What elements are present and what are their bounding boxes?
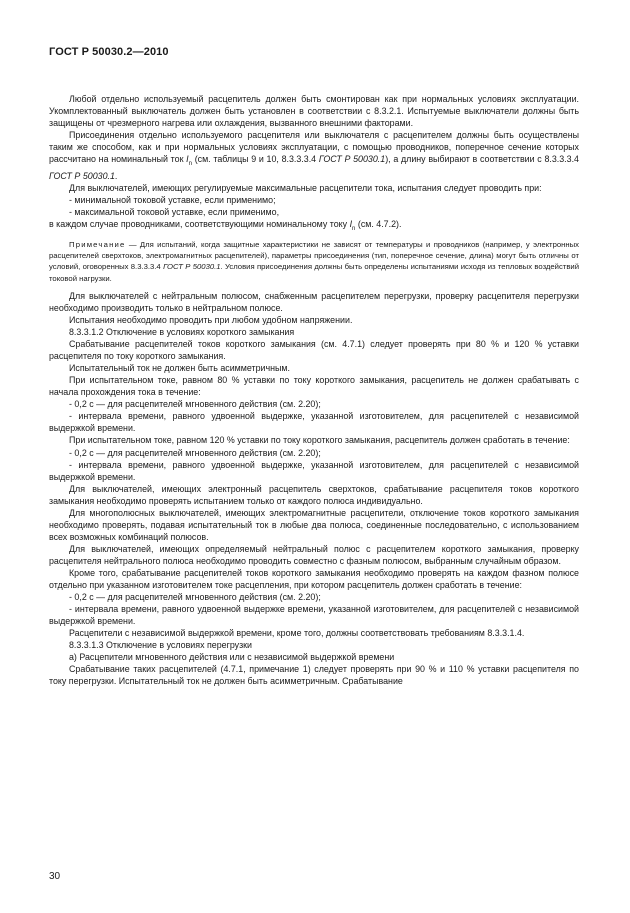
current-subscript: n <box>352 226 356 233</box>
paragraph: При испытательном токе, равном 120 % уставки по току короткого замыкания, расцепитель должен сработать в течение: <box>69 435 570 446</box>
list-item: - максимальной токовой уставке, если применимо, <box>69 207 280 218</box>
list-item: - минимальной токовой уставке, если применимо; <box>69 195 276 206</box>
current-symbol: I <box>186 154 189 165</box>
paragraph: Кроме того, срабатывание расцепителей токов короткого замыкания необходимо проверять на каждом фазном полюсе отдельно при указанном изготовителем токе расцепления, при котором расцепитель должен сработать в течение: <box>49 567 579 591</box>
list-item: - 0,2 с — для расцепителей мгновенного действия (см. 2.20); <box>69 447 321 458</box>
section-heading: 8.3.3.1.2 Отключение в условиях короткого замыкания <box>69 327 295 338</box>
note-label: Примечание <box>69 240 126 250</box>
paragraph: Для многополюсных выключателей, имеющих электромагнитные расцепители, отключение токов короткого замыкания необходимо проверять, подавая испытательный ток в любые два полюса, соединенные последовательно, с использованием всех возможных комбинаций полюсов. <box>49 507 579 542</box>
note: Примечание — Для испытаний, когда защитные характеристики не зависят от температуры и проводников (например, у электронных расцепителей сверхтоков, электромагнитных расцепителей), параметры присоединения (тип, поперечное сечение, длина) могут быть отличны от условий, оговоренных 8.3.3.3.4 ГОСТ Р 50030.1. Условия присоединения должны быть определены испытаниями исходя из тепловых воздействий токовой нагрузки. <box>49 240 580 283</box>
paragraph: Срабатывание таких расцепителей (4.7.1, примечание 1) следует проверять при 90 % и 110 % уставки расцепителя по току перегрузки. Испытательный ток не должен быть асимметричным. Срабатывание <box>49 664 579 687</box>
current-subscript: n <box>188 161 192 168</box>
paragraph: Присоединения отдельно используемого расцепителя или выключателя с расцепителем должны быть осуществлены таким же способом, как и при нормальных условиях эксплуатации, с помощью проводников, поперечное сечение которых рассчитано на номинальный ток $I_n$ (см. таблицы 9 и 10, 8.3.3.3.4 ГОСТ Р 50030.1), а длину выбирают в соответствии с 8.3.3.3.4 ГОСТ Р 50030.1. <box>49 130 579 182</box>
page-number: 30 <box>49 871 61 882</box>
paragraph: Испытательный ток не должен быть асимметричным. <box>69 363 290 374</box>
paragraph: Для выключателей, имеющих определяемый нейтральный полюс с расцепителем короткого замыкания, проверку расцепителя нейтрального полюса необходимо проводить совместно с фазным полюсом, выбранным случайным образом. <box>49 543 579 566</box>
list-item: - 0,2 с — для расцепителей мгновенного действия (см. 2.20); <box>69 399 321 410</box>
list-item: - интервала времени, равного удвоенной выдержке времени, указанной изготовителем, для расцепителей с независимой выдержкой времени. <box>49 604 579 627</box>
standard-reference: ГОСТ Р 50030.1 <box>163 262 221 272</box>
list-item: - 0,2 с — для расцепителей мгновенного действия (см. 2.20); <box>69 592 321 603</box>
list-item: - интервала времени, равного удвоенной выдержке, указанной изготовителем, для расцепителей с независимой выдержкой времени. <box>49 459 579 482</box>
paragraph: Для выключателей, имеющих электронный расцепитель сверхтоков, срабатывание расцепителя токов короткого замыкания необходимо проверять испытанием только от каждого полюса индивидуально. <box>49 483 579 506</box>
paragraph: При испытательном токе, равном 80 % уставки по току короткого замыкания, расцепитель не должен срабатывать с начала прохождения тока в течение: <box>49 375 579 398</box>
section-heading: 8.3.3.1.3 Отключение в условиях перегрузки <box>69 640 253 651</box>
paragraph: Расцепители с независимой выдержкой времени, кроме того, должны соответствовать требованиям 8.3.3.1.4. <box>69 628 525 639</box>
paragraph: в каждом случае проводниками, соответствующими номинальному току $I_n$ (см. 4.7.2). <box>49 219 402 233</box>
standard-reference: ГОСТ Р 50030.1 <box>318 154 386 165</box>
list-item: - интервала времени, равного удвоенной выдержке, указанной изготовителем, для расцепителей с независимой выдержкой времени. <box>49 411 579 434</box>
current-symbol: I <box>349 219 353 230</box>
paragraph: Срабатывание расцепителей токов короткого замыкания (см. 4.7.1) следует проверять при 80 % и 120 % уставки расцепителя по току короткого замыкания. <box>49 339 579 362</box>
document-body <box>49 93 579 687</box>
paragraph: Испытания необходимо проводить при любом удобном напряжении. <box>69 314 353 325</box>
paragraph: Для выключателей, имеющих регулируемые максимальные расцепители тока, испытания следует проводить при: <box>69 183 542 194</box>
paragraph: Для выключателей с нейтральным полюсом, снабженным расцепителем перегрузки, проверку расцепителя перегрузки необходимо производить только в нейтральном полюсе. <box>49 290 579 313</box>
subsection-heading: а) Расцепители мгновенного действия или с независимой выдержкой времени <box>69 652 395 663</box>
paragraph: Любой отдельно используемый расцепитель должен быть смонтирован как при нормальных условиях эксплуатации. Укомплектованный выключатель должен быть установлен в соответствии с 8.3.2.1. Испытуемые выключатели должны быть защищены от чрезмерного нагрева или охлаждения, вызванного внешними факторами. <box>49 94 579 129</box>
document-header: ГОСТ Р 50030.2—2010 <box>49 46 169 58</box>
standard-reference: ГОСТ Р 50030.1 <box>49 171 115 182</box>
